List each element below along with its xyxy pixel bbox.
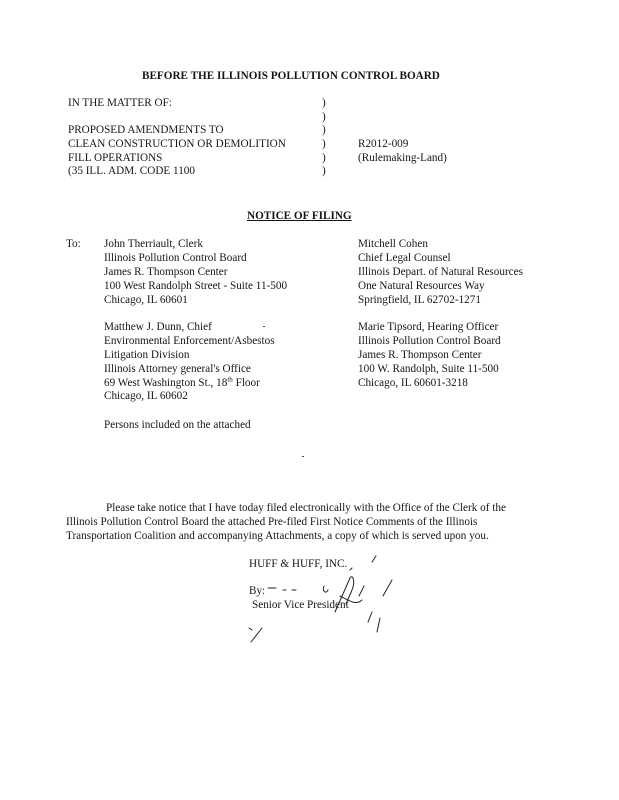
signature-stroke [372, 556, 376, 562]
address-line: Chief Legal Counsel [358, 251, 451, 264]
floor-superscript: th [227, 374, 233, 383]
address-line: Illinois Depart. of Natural Resources [358, 265, 523, 278]
floor-rest: Floor [232, 376, 260, 389]
signature-stroke [335, 577, 354, 612]
scan-speck [263, 326, 265, 327]
address-line: Marie Tipsord, Hearing Officer [358, 321, 499, 333]
address-line: Mitchell Cohen [358, 238, 428, 250]
caption-paren: ) [322, 124, 326, 137]
address-line: Litigation Division [104, 348, 190, 361]
signature-stroke [249, 628, 252, 630]
address-line: Chicago, IL 60602 [104, 390, 188, 403]
address-line: Matthew J. Dunn, Chief [104, 321, 212, 333]
signature-stroke [323, 586, 328, 592]
persons-attached: Persons included on the attached [104, 419, 251, 431]
body-line-2: Illinois Pollution Control Board the attached Pre-filed First Notice Comments of the Illinois [66, 516, 478, 528]
address-line: Illinois Attorney general's Office [104, 362, 251, 375]
address-line: 100 W. Randolph, Suite 11-500 [358, 362, 499, 375]
signature-company: HUFF & HUFF, INC. [249, 558, 348, 570]
signature-stroke [383, 580, 392, 596]
signature-by-label: By: [249, 585, 266, 597]
address-line: Chicago, IL 60601-3218 [358, 376, 468, 389]
address-line: Chicago, IL 60601 [104, 293, 188, 306]
signature-stroke [340, 596, 362, 603]
scan-speck [302, 456, 304, 457]
caption-paren: ) [322, 110, 326, 123]
caption-line: CLEAN CONSTRUCTION OR DEMOLITION [68, 138, 286, 151]
address-line: One Natural Resources Way [358, 279, 485, 292]
signature-stroke [251, 628, 262, 642]
address-line: John Therriault, Clerk [104, 238, 203, 250]
caption-line: PROPOSED AMENDMENTS TO [68, 124, 224, 137]
caption-paren: ) [322, 97, 326, 109]
document-title: BEFORE THE ILLINOIS POLLUTION CONTROL BOARD [142, 70, 440, 82]
case-number: R2012-009 [358, 138, 409, 150]
caption-line: IN THE MATTER OF: [68, 97, 172, 109]
caption-line: FILL OPERATIONS [68, 151, 163, 164]
address-line: 100 West Randolph Street - Suite 11-500 [104, 279, 288, 292]
caption-paren: ) [322, 138, 326, 151]
caption-line: (35 ILL. ADM. CODE 1100 [68, 165, 195, 178]
body-line-1: Please take notice that I have today filed electronically with the Office of the Clerk of the [106, 502, 506, 514]
signature-stroke [350, 568, 352, 570]
signature-stroke [368, 612, 372, 622]
signature-stroke [359, 586, 364, 596]
notice-heading: NOTICE OF FILING [247, 210, 352, 222]
address-line: Illinois Pollution Control Board [358, 334, 501, 347]
address-line: Springfield, IL 62702-1271 [358, 293, 481, 306]
address-line: Environmental Enforcement/Asbestos [104, 334, 275, 347]
address-line: Illinois Pollution Control Board [104, 251, 247, 264]
signature-title: Senior Vice President [252, 599, 349, 611]
address-line: James R. Thompson Center [104, 265, 228, 278]
to-label: To: [66, 238, 81, 250]
caption-paren: ) [322, 165, 326, 178]
body-line-3: Transportation Coalition and accompanying Attachments, a copy of which is served upon you. [66, 530, 489, 542]
address-line: James R. Thompson Center [358, 348, 482, 361]
case-type: (Rulemaking-Land) [358, 151, 447, 164]
caption-paren: ) [322, 151, 326, 164]
signature-stroke [377, 618, 380, 632]
floor-address: 69 West Washington St., 18 [104, 376, 228, 389]
